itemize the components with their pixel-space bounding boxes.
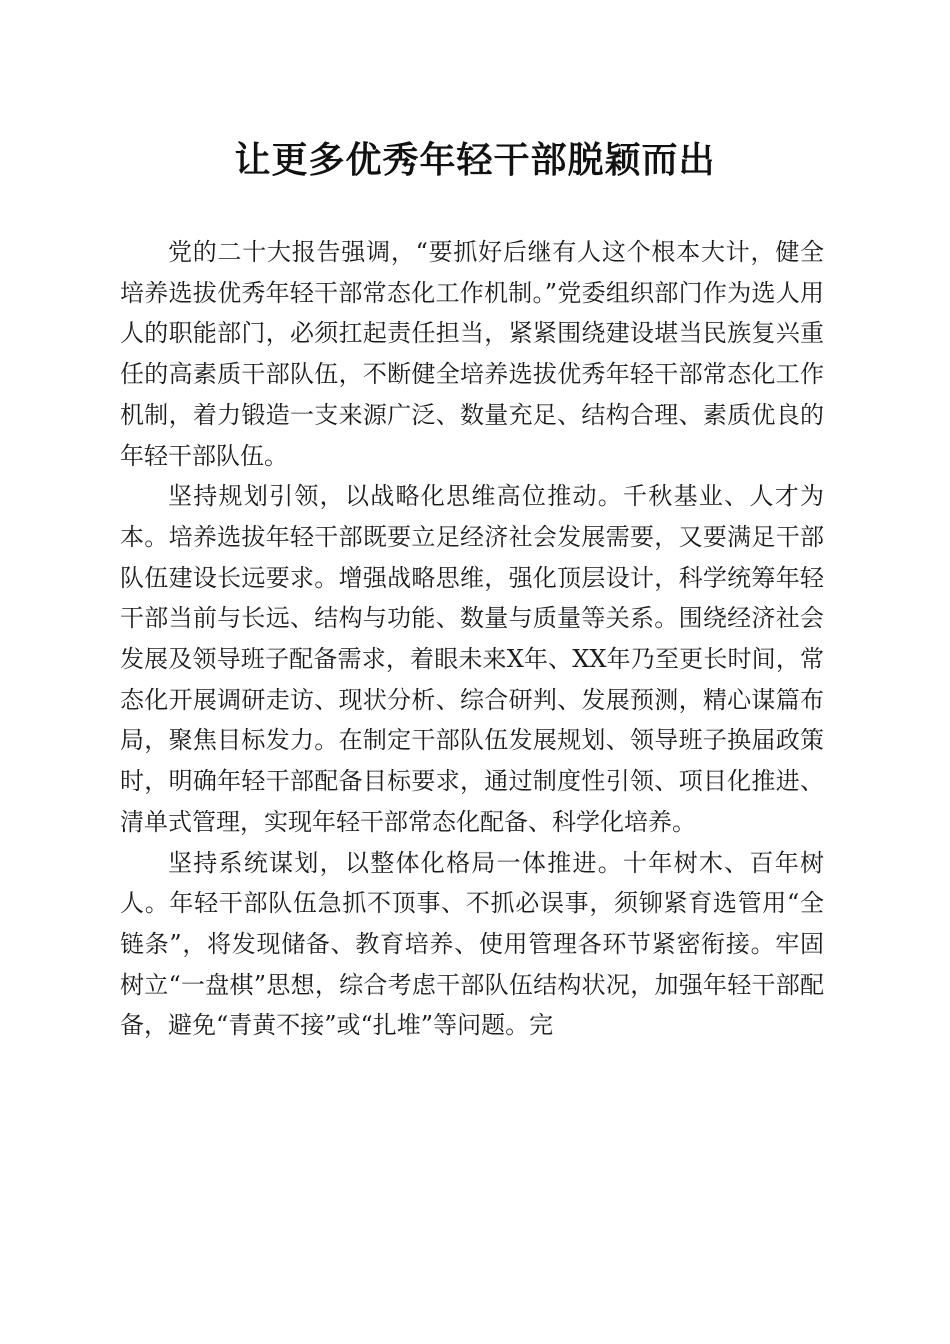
paragraph-1: 党的二十大报告强调，“要抓好后继有人这个根本大计，健全培养选拔优秀年轻干部常态化工作机制。”党委组织部门作为选人用人的职能部门，必须扛起责任担当，紧紧围绕建设堪当民族复兴重任的高素质干部队伍，不断健全培养选拔优秀年轻干部常态化工作机制，着力锻造一支来源广泛、数量充足、结构合理、素质优良的年轻干部队伍。 (120, 238, 824, 470)
document-body (120, 232, 824, 1046)
document-title: 让更多优秀年轻干部脱颖而出 (234, 139, 716, 181)
paragraph-3: 坚持系统谋划，以整体化格局一体推进。十年树木、百年树人。年轻干部队伍急抓不顶事、不抓必误事，须铆紧育选管用“全链条”，将发现储备、教育培养、使用管理各环节紧密衔接。牢固树立“一盘棋”思想，综合考虑干部队伍结构状况，加强年轻干部配备，避免“青黄不接”或“扎堆”等问题。完 (120, 848, 824, 1040)
paragraph-2: 坚持规划引领，以战略化思维高位推动。千秋基业、人才为本。培养选拔年轻干部既要立足经济社会发展需要，又要满足干部队伍建设长远要求。增强战略思维，强化顶层设计，科学统筹年轻干部当前与长远、结构与功能、数量与质量等关系。围绕经济社会发展及领导班子配备需求，着眼未来X年、XX年乃至更长时间，常态化开展调研走访、现状分析、综合研判、发展预测，精心谋篇布局，聚焦目标发力。在制定干部队伍发展规划、领导班子换届政策时，明确年轻干部配备目标要求，通过制度性引领、项目化推进、清单式管理，实现年轻干部常态化配备、科学化培养。 (120, 482, 824, 836)
